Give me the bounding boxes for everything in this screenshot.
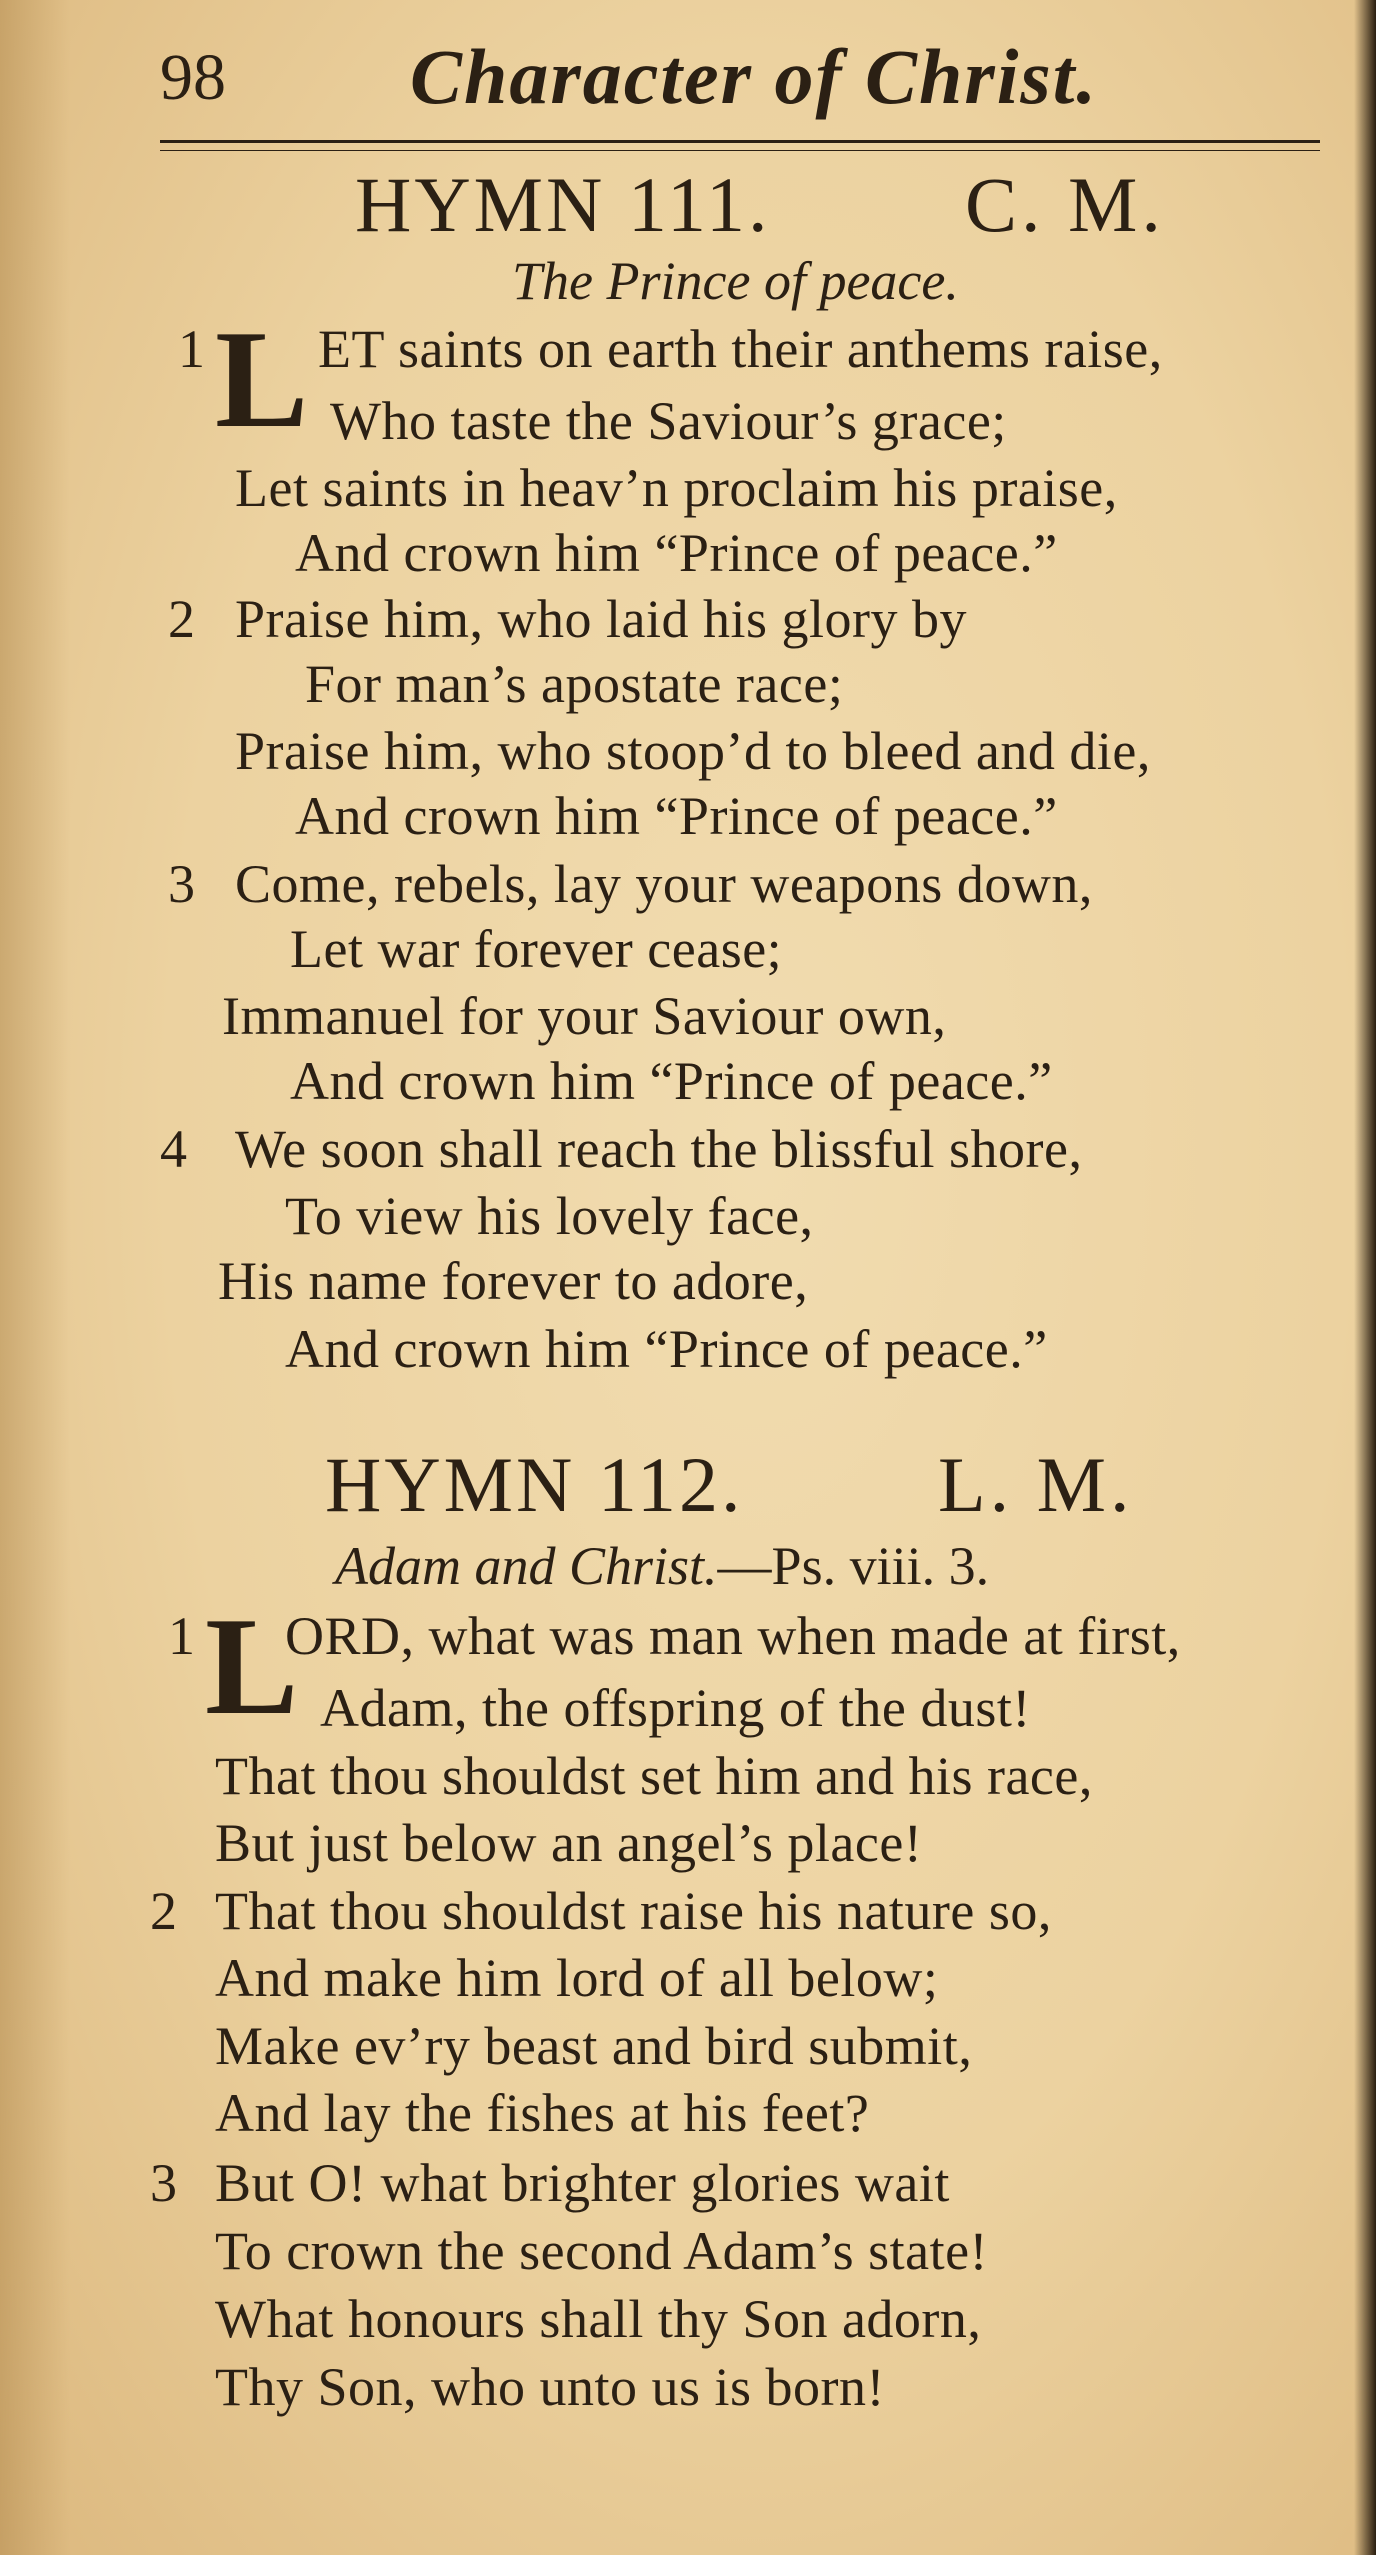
verse-line: ET saints on earth their anthems raise, xyxy=(318,319,1163,379)
verse-line: His name forever to adore, xyxy=(218,1251,809,1311)
verse-line: Who taste the Saviour’s grace; xyxy=(330,391,1007,451)
stanza-number: 4 xyxy=(160,1119,187,1179)
verse-line: But just below an angel’s place! xyxy=(215,1813,923,1873)
verse-line: And lay the fishes at his feet? xyxy=(215,2083,870,2143)
header-rule xyxy=(160,140,1320,143)
scripture-reference: —Ps. viii. 3. xyxy=(717,1536,990,1596)
verse-line: ORD, what was man when made at first, xyxy=(285,1606,1181,1666)
running-title: Character of Christ. xyxy=(410,33,1098,120)
page-binding-shadow xyxy=(0,0,70,2555)
hymn-number: HYMN 112. xyxy=(325,1441,744,1528)
hymn-number: HYMN 111. xyxy=(355,161,771,248)
hymn-meter: L. M. xyxy=(938,1441,1134,1528)
verse-line: Let war forever cease; xyxy=(290,919,783,979)
page-edge-shadow xyxy=(1354,0,1376,2555)
stanza-number: 1 xyxy=(168,1606,195,1666)
verse-line: And crown him “Prince of peace.” xyxy=(290,1051,1053,1111)
verse-line: Adam, the offspring of the dust! xyxy=(320,1678,1031,1738)
verse-line: We soon shall reach the blissful shore, xyxy=(235,1119,1083,1179)
stanza-number: 2 xyxy=(150,1881,177,1941)
hymn-subtitle: The Prince of peace. xyxy=(512,251,959,311)
stanza-number: 3 xyxy=(150,2153,177,2213)
stanza-number: 2 xyxy=(168,589,195,649)
page-number: 98 xyxy=(160,41,226,114)
verse-line: Let saints in heav’n proclaim his praise, xyxy=(235,458,1118,518)
verse-line: But O! what brighter glories wait xyxy=(215,2153,950,2213)
verse-line: Come, rebels, lay your weapons down, xyxy=(235,854,1093,914)
verse-line: That thou shouldst raise his nature so, xyxy=(215,1881,1052,1941)
verse-line: Praise him, who stoop’d to bleed and die, xyxy=(235,721,1151,781)
drop-cap: L xyxy=(215,302,309,457)
verse-line: And crown him “Prince of peace.” xyxy=(295,523,1058,583)
verse-line: Immanuel for your Saviour own, xyxy=(222,986,947,1046)
verse-line: For man’s apostate race; xyxy=(305,654,844,714)
stanza-number: 3 xyxy=(168,854,195,914)
stanza-number: 1 xyxy=(178,319,205,379)
verse-line: Make ev’ry beast and bird submit, xyxy=(215,2016,973,2076)
header-rule-thin xyxy=(160,150,1320,151)
verse-line: Thy Son, who unto us is born! xyxy=(215,2357,886,2417)
verse-line: That thou shouldst set him and his race, xyxy=(215,1746,1093,1806)
drop-cap: L xyxy=(205,1589,299,1744)
verse-line: What honours shall thy Son adorn, xyxy=(215,2289,982,2349)
verse-line: And crown him “Prince of peace.” xyxy=(295,786,1058,846)
hymn-subtitle: Adam and Christ.—Ps. viii. 3. xyxy=(335,1536,990,1596)
verse-line: And make him lord of all below; xyxy=(215,1948,939,2008)
verse-line: To view his lovely face, xyxy=(285,1186,814,1246)
verse-line: And crown him “Prince of peace.” xyxy=(285,1319,1048,1379)
verse-line: Praise him, who laid his glory by xyxy=(235,589,967,649)
hymn-meter: C. M. xyxy=(965,161,1165,248)
verse-line: To crown the second Adam’s state! xyxy=(215,2221,989,2281)
